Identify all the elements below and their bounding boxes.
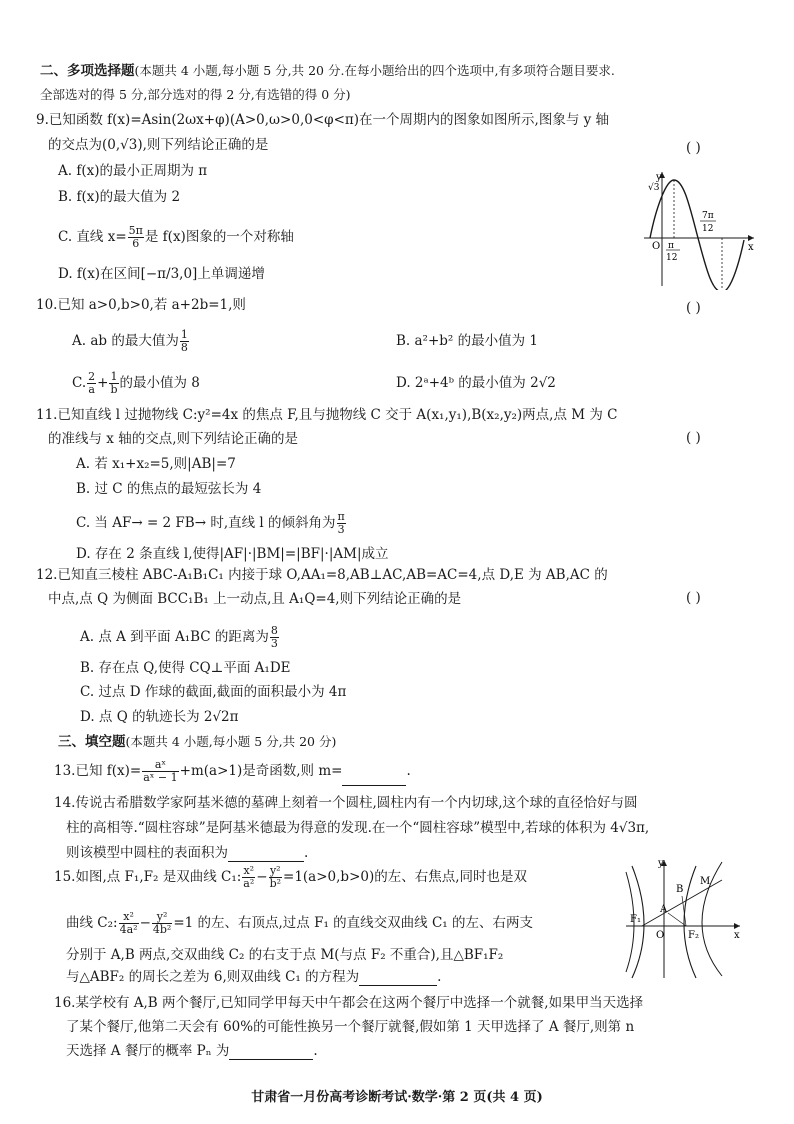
segment-af2: [668, 913, 686, 926]
q10-option-a: A. ab 的最大值为 $\frac{1}{8}$: [72, 328, 188, 354]
q11-stem-1: 11.已知直线 l 过抛物线 C:y²=4x 的焦点 F,且与抛物线 C 交于 A(x₁,y₁),B(x₂,y₂)两点,点 M 为 C: [36, 407, 618, 423]
q9-option-a: A. f(x)的最小正周期为 π: [58, 163, 208, 179]
q12-option-a: A. 点 A 到平面 A₁BC 的距离为 $\frac{8}{3}$: [80, 624, 278, 650]
q16-line-3: 天选择 A 餐厅的概率 Pₙ 为 .: [66, 1043, 318, 1059]
q14-line-2: 柱的高相等.“圆柱容球”是阿基米德最为得意的发现.在一个“圆柱容球”模型中,若球的体积为 4√3π,: [66, 820, 650, 836]
graph-f2: F₂: [688, 930, 699, 941]
q9-d-interval: [−π/3,0]: [140, 266, 198, 282]
q12-option-b: B. 存在点 Q,使得 CQ⊥平面 A₁DE: [80, 660, 291, 676]
q12-stem-2: 中点,点 Q 为侧面 BCC₁B₁ 上一动点,且 A₁Q=4,则下列结论正确的是: [48, 591, 462, 607]
q11-option-d: D. 存在 2 条直线 l,使得|AF|·|BM|=|BF|·|AM|成立: [76, 546, 389, 562]
graph-tick2-den: 12: [702, 224, 714, 234]
x-axis-arrow: [748, 235, 754, 241]
q15-line-4: 与△ABF₂ 的周长之差为 6,则双曲线 C₁ 的方程为 .: [66, 969, 442, 985]
section2-header: [40, 62, 615, 80]
section3-title: 三、填空题: [58, 734, 126, 750]
q13-blank[interactable]: [342, 785, 406, 786]
q15-blank[interactable]: [359, 985, 437, 986]
graph-tick2-num: 7π: [702, 211, 714, 221]
section3-header: 三、填空题(本题共 4 小题,每小题 5 分,共 20 分): [58, 734, 337, 750]
graph-origin: O: [652, 241, 661, 252]
graph-tick1-den: 12: [666, 253, 678, 263]
q10-answer-paren: ( ): [686, 300, 701, 316]
q11-answer-paren: ( ): [686, 430, 701, 446]
q9-stem-1: 9.已知函数 f(x)=Asin(2ωx+φ)(A>0,ω>0,0<φ<π)在一个周期内的图象如图所示,图象与 y 轴: [36, 112, 610, 128]
q9-sine-graph: [640, 168, 758, 290]
q16-blank[interactable]: [229, 1059, 313, 1060]
q10-option-c: C. $\frac{2}{a}$ + $\frac{1}{b}$ 的最小值为 8: [72, 370, 200, 396]
q10-option-d: D. 2ᵃ+4ᵇ 的最小值为 2√2: [396, 375, 556, 391]
page-footer: 甘肃省一月份高考诊断考试·数学·第 2 页(共 4 页): [251, 1090, 543, 1105]
q9-answer-paren: ( ): [686, 140, 701, 156]
q16-line-2: 了某个餐厅,他第二天会有 60%的可能性换另一个餐厅就餐,假如第 1 天甲选择了 A 餐厅,则第 n: [66, 1019, 635, 1035]
q9-stem-2: 的交点为(0,√3),则下列结论正确的是: [48, 137, 269, 153]
graph-f1: F₁: [630, 914, 641, 925]
graph-tick1-num: π: [668, 241, 674, 251]
q14-line-1: 14.传说古希腊数学家阿基米德的墓碑上刻着一个圆柱,圆柱内有一个内切球,这个球的直径恰好与圆: [54, 795, 638, 811]
q10-option-b: B. a²+b² 的最小值为 1: [396, 333, 539, 349]
graph-x-label: x: [748, 242, 754, 253]
q10-stem: 10.已知 a>0,b>0,若 a+2b=1,则: [36, 297, 246, 313]
graph-y-label: y: [658, 858, 664, 869]
q12-stem-1: 12.已知直三棱柱 ABC-A₁B₁C₁ 内接于球 O,AA₁=8,AB⊥AC,AB=AC=4,点 D,E 为 AB,AC 的: [36, 567, 608, 583]
q15-line-2: 曲线 C₂: $\frac{\text{x²}}{\text{4a²}}$ − $\frac{\text{y²}}{\text{4b²}}$ =1 的左、右顶点,过点 F₁ 的直线交双曲线 C₁ 的左、右两支: [66, 910, 533, 936]
section2-note-2: 全部选对的得 5 分,部分选对的得 2 分,有选错的得 0 分): [40, 87, 351, 102]
graph-a: A: [660, 904, 668, 915]
q14-line-3: 则该模型中圆柱的表面积为 .: [66, 845, 309, 861]
section2-note-1: (本题共 4 小题,每小题 5 分,共 20 分.在每小题给出的四个选项中,有多项符合题目要求.: [134, 63, 615, 78]
q11-option-c: C. 当 AF→ = 2 FB→ 时,直线 l 的倾斜角为 $\frac{\pi}{3}$: [76, 510, 345, 536]
graph-y-mark: √3: [648, 183, 660, 193]
q9-option-d: D. f(x)在区间[−π/3,0]上单调递增: [58, 266, 265, 282]
q9-option-c: C. 直线 x= $\frac{5\pi}{6}$ 是 f(x)图象的一个对称轴: [58, 224, 294, 250]
graph-b: B: [676, 884, 684, 895]
q15-hyperbola-graph: [624, 858, 744, 980]
graph-x-label: x: [734, 930, 740, 941]
graph-y-label: y: [656, 172, 662, 183]
graph-m: M: [700, 876, 711, 887]
q15-line-3: 分别于 A,B 两点,交双曲线 C₂ 的右支于点 M(与点 F₂ 不重合),且△BF₁F₂: [66, 947, 504, 963]
q9-option-b: B. f(x)的最大值为 2: [58, 189, 181, 205]
section2-title: 二、多项选择题: [40, 63, 135, 79]
graph-origin: O: [656, 930, 665, 941]
q12-option-d: D. 点 Q 的轨迹长为 2√2π: [80, 709, 239, 725]
q12-answer-paren: ( ): [686, 590, 701, 606]
q11-option-b: B. 过 C 的焦点的最短弦长为 4: [76, 481, 262, 497]
q15-line-1: 15.如图,点 F₁,F₂ 是双曲线 C₁: $\frac{\text{x²}}{\text{a²}}$ − $\frac{\text{y²}}{\text{b²}}$ =1(a>0,b>0)的左、右焦点,同时也是双: [54, 864, 528, 890]
q9-c-fraction: $\frac{5\pi}{6}$: [128, 224, 143, 250]
q11-option-a: A. 若 x₁+x₂=5,则|AB|=7: [76, 456, 236, 472]
q11-stem-2: 的准线与 x 轴的交点,则下列结论正确的是: [48, 431, 298, 447]
q12-option-c: C. 过点 D 作球的截面,截面的面积最小为 4π: [80, 684, 347, 700]
q16-line-1: 16.某学校有 A,B 两个餐厅,已知同学甲每天中午都会在这两个餐厅中选择一个就餐,如果甲当天选择: [54, 995, 644, 1011]
q13: 13.已知 f(x)= $\frac{\text{aˣ}}{\text{aˣ − 1}}$ +m(a>1)是奇函数,则 m= .: [54, 758, 411, 784]
sine-curve: [650, 180, 744, 290]
